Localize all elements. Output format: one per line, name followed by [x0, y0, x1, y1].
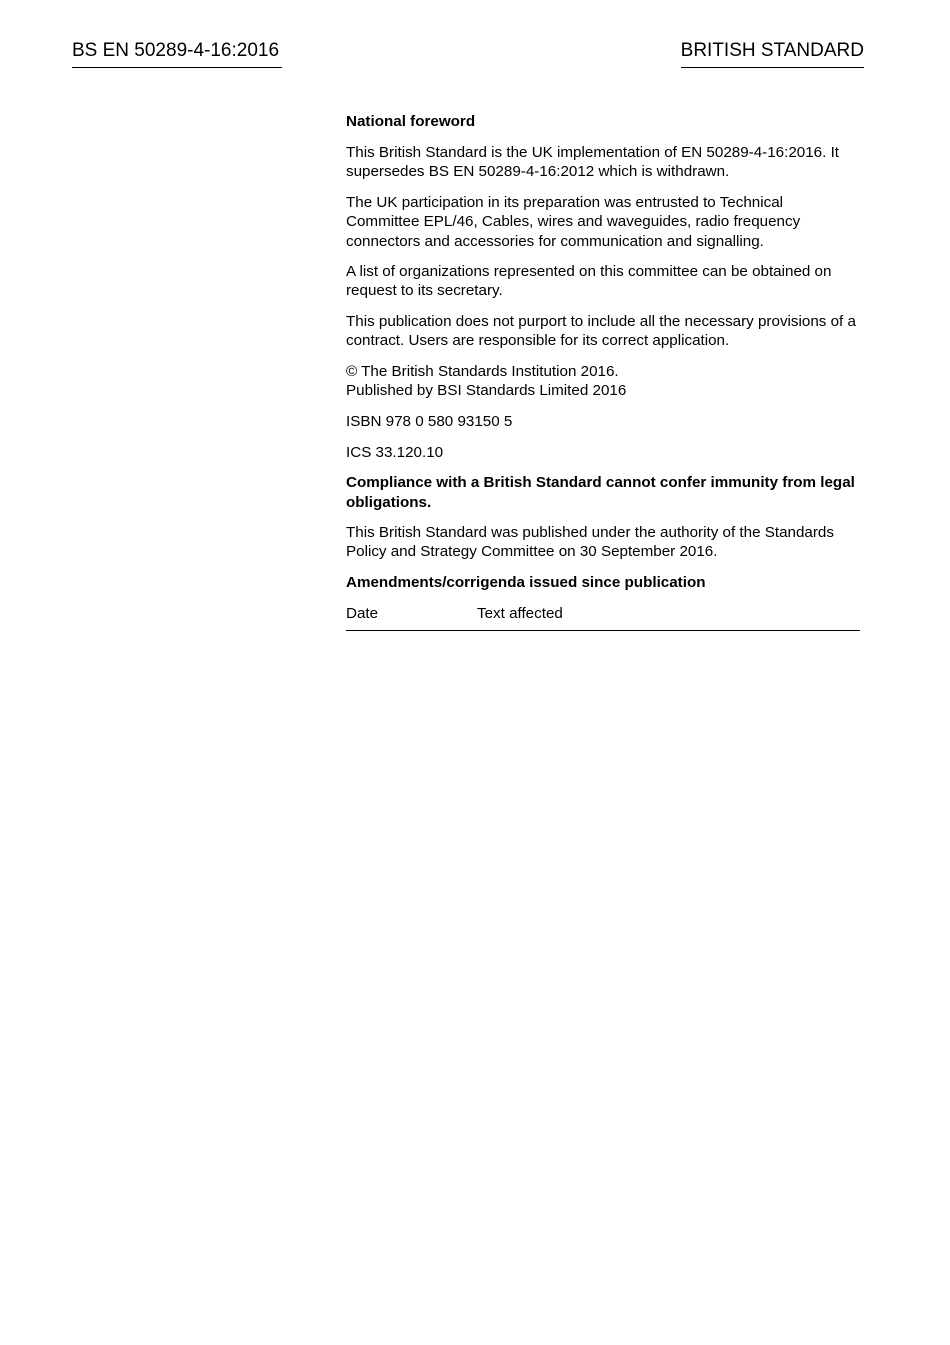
- publisher-line: Published by BSI Standards Limited 2016: [346, 382, 627, 400]
- authority-paragraph: This British Standard was published under the authority of the Standards Policy and Strategy Committee on 30 September 2016.: [346, 524, 834, 561]
- amendments-text-affected-column-header: Text affected: [477, 604, 563, 622]
- standard-label-header: BRITISH STANDARD: [681, 39, 864, 68]
- amendments-table: [346, 604, 860, 631]
- document-id-header: BS EN 50289-4-16:2016: [72, 39, 282, 68]
- compliance-statement: Compliance with a British Standard cannot confer immunity from legal obligations.: [346, 474, 855, 511]
- ics-line: ICS 33.120.10: [346, 443, 444, 461]
- implementation-paragraph: This British Standard is the UK implementation of EN 50289-4-16:2016. It supersedes BS EN 50289-4-16:2012 which is withdrawn.: [346, 144, 840, 181]
- copyright-line: © The British Standards Institution 2016.: [346, 363, 619, 381]
- amendments-date-column-header: Date: [346, 604, 379, 622]
- organizations-paragraph: A list of organizations represented on this committee can be obtained on request to its secretary.: [346, 263, 832, 300]
- foreword-title: National foreword: [346, 113, 476, 130]
- national-foreword-section: [346, 112, 860, 631]
- isbn-line: ISBN 978 0 580 93150 5: [346, 412, 513, 430]
- copyright-block: [346, 362, 860, 400]
- amendments-heading: Amendments/corrigenda issued since publication: [346, 574, 706, 592]
- participation-paragraph: The UK participation in its preparation was entrusted to Technical Committee EPL/46, Cables, wires and waveguides, radio frequency connectors and accessories for communication and signalling.: [346, 194, 801, 250]
- contract-paragraph: This publication does not purport to include all the necessary provisions of a contract. Users are responsible for its correct application.: [346, 313, 856, 350]
